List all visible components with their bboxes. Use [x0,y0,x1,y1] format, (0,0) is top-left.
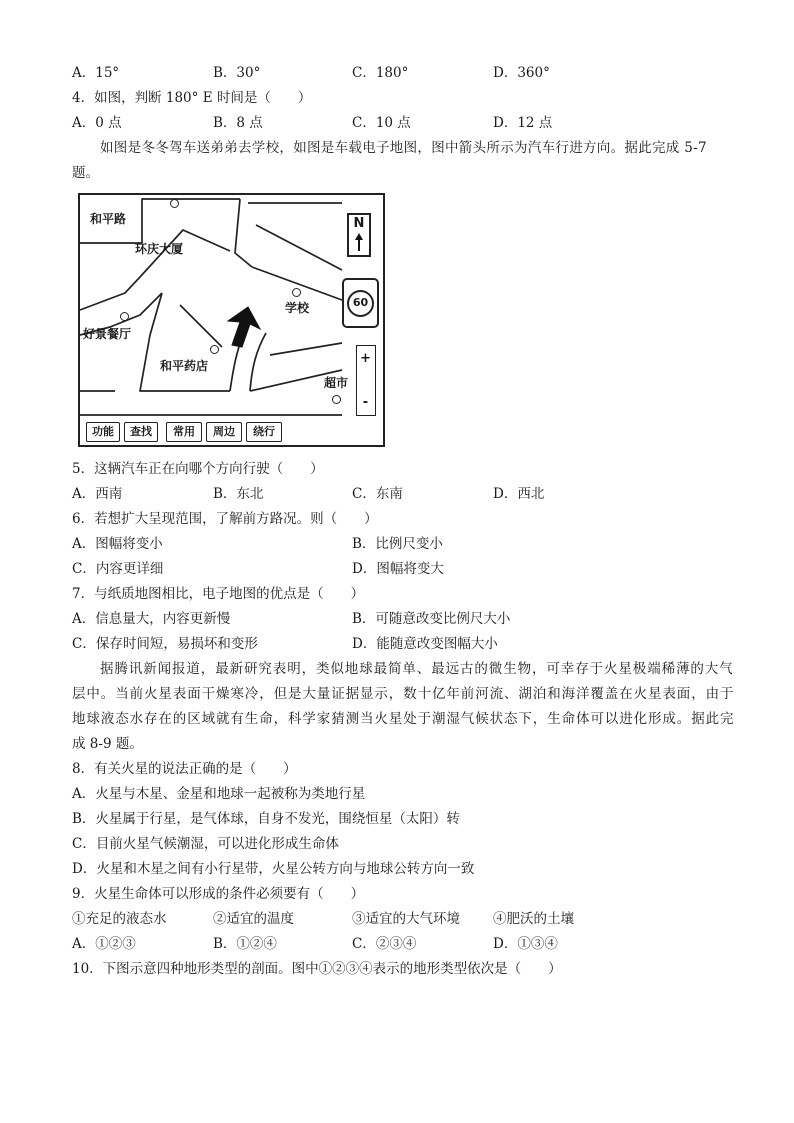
intro-8-9-line4: 成 8-9 题。 [72,736,143,752]
poi-supermarket [332,395,341,404]
zoom-in-button[interactable]: + [360,351,371,366]
poi-pharmacy [210,345,219,354]
q7-stem: 7．与纸质地图相比，电子地图的优点是（ ） [72,586,365,602]
q9-condition-4: ④肥沃的土壤 [493,911,574,927]
toolbar-common-button[interactable]: 常用 [166,422,202,442]
q10-stem: 10．下图示意四种地形类型的剖面。图中①②③④表示的地形类型依次是（ ） [72,961,562,977]
poi-school [292,288,301,297]
q8-option-c: C．目前火星气候潮湿，可以进化形成生命体 [72,836,339,852]
car-navigation-map [78,193,385,447]
q4-stem: 4．如图，判断 180° E 时间是（ ） [72,90,312,106]
q8-option-a: A．火星与木星、金星和地球一起被称为类地行星 [72,786,366,802]
zoom-control[interactable] [356,345,376,416]
poi-building [170,199,179,208]
map-label-restaurant: 好景餐厅 [83,327,132,341]
q4-option-b: B．8 点 [213,115,263,131]
poi-restaurant [120,312,129,321]
compass-n-label: N [353,216,365,231]
north-compass [347,213,371,257]
q5-option-c: C．东南 [352,486,403,502]
q9-option-d: D．①③④ [493,936,558,952]
q7-option-a: A．信息量大，内容更新慢 [72,611,231,627]
q9-condition-1: ①充足的液态水 [72,911,167,927]
q3-option-a: A．15° [72,65,120,81]
q3-option-b: B．30° [213,65,261,81]
q5-stem: 5．这辆汽车正在向哪个方向行驶（ ） [72,461,324,477]
q5-option-d: D．西北 [493,486,545,502]
map-label-supermarket: 超市 [324,376,349,390]
q6-option-a: A．图幅将变小 [72,536,163,552]
q9-option-c: C．②③④ [352,936,417,952]
q9-option-b: B．①②④ [213,936,277,952]
north-arrow-icon [349,215,369,255]
toolbar-detour-button[interactable]: 绕行 [246,422,282,442]
q8-option-b: B．火星属于行星，是气体球，自身不发光，围绕恒星（太阳）转 [72,811,460,827]
zoom-out-button[interactable]: - [362,395,369,410]
toolbar-function-button[interactable]: 功能 [86,422,120,442]
speed-limit-value: 60 [347,290,374,317]
q4-option-c: C．10 点 [352,115,411,131]
q7-option-d: D．能随意改变图幅大小 [352,636,498,652]
q5-option-b: B．东北 [213,486,264,502]
q9-stem: 9．火星生命体可以形成的条件必须要有（ ） [72,886,365,902]
q6-stem: 6．若想扩大呈现范围，了解前方路况。则（ ） [72,511,378,527]
q4-option-d: D．12 点 [493,115,553,131]
q8-option-d: D．火星和木星之间有小行星带，火星公转方向与地球公转方向一致 [72,861,475,877]
q9-option-a: A．①②③ [72,936,136,952]
intro-8-9-line1: 据腾讯新闻报道，最新研究表明，类似地球最简单、最远古的微生物，可幸存于火星极端稀薄的大气 [100,661,734,677]
q6-option-c: C．内容更详细 [72,561,164,577]
map-label-school: 学校 [285,301,310,315]
map-label-building: 环庆大厦 [135,242,184,256]
q3-option-d: D．360° [493,65,550,81]
map-label-road: 和平路 [90,212,127,226]
intro-8-9-line2: 层中。当前火星表面干燥寒冷，但是大量证据显示，数十亿年前河流、湖泊和海洋覆盖在火星表面，由于 [72,686,735,702]
intro-5-7-line2: 题。 [72,165,99,181]
q4-option-a: A．0 点 [72,115,122,131]
q3-option-c: C．180° [352,65,409,81]
intro-5-7-line1: 如图是冬冬驾车送弟弟去学校，如图是车载电子地图，图中箭头所示为汽车行进方向。据此完成 5-7 [100,140,707,156]
toolbar-nearby-button[interactable]: 周边 [206,422,242,442]
q9-condition-2: ②适宜的温度 [213,911,294,927]
toolbar-search-button[interactable]: 查找 [124,422,158,442]
q7-option-b: B．可随意改变比例尺大小 [352,611,511,627]
q5-option-a: A．西南 [72,486,123,502]
q6-option-d: D．图幅将变大 [352,561,444,577]
speed-limit-sign [342,278,379,328]
q9-condition-3: ③适宜的大气环境 [352,911,460,927]
q6-option-b: B．比例尺变小 [352,536,443,552]
q7-option-c: C．保存时间短，易损坏和变形 [72,636,258,652]
q8-stem: 8．有关火星的说法正确的是（ ） [72,761,297,777]
map-label-pharmacy: 和平药店 [160,359,209,373]
direction-arrow [228,307,260,347]
intro-8-9-line3: 地球液态水存在的区域就有生命，科学家猜测当火星处于潮湿气候状态下，生命体可以进化形成。据此完 [72,711,735,727]
